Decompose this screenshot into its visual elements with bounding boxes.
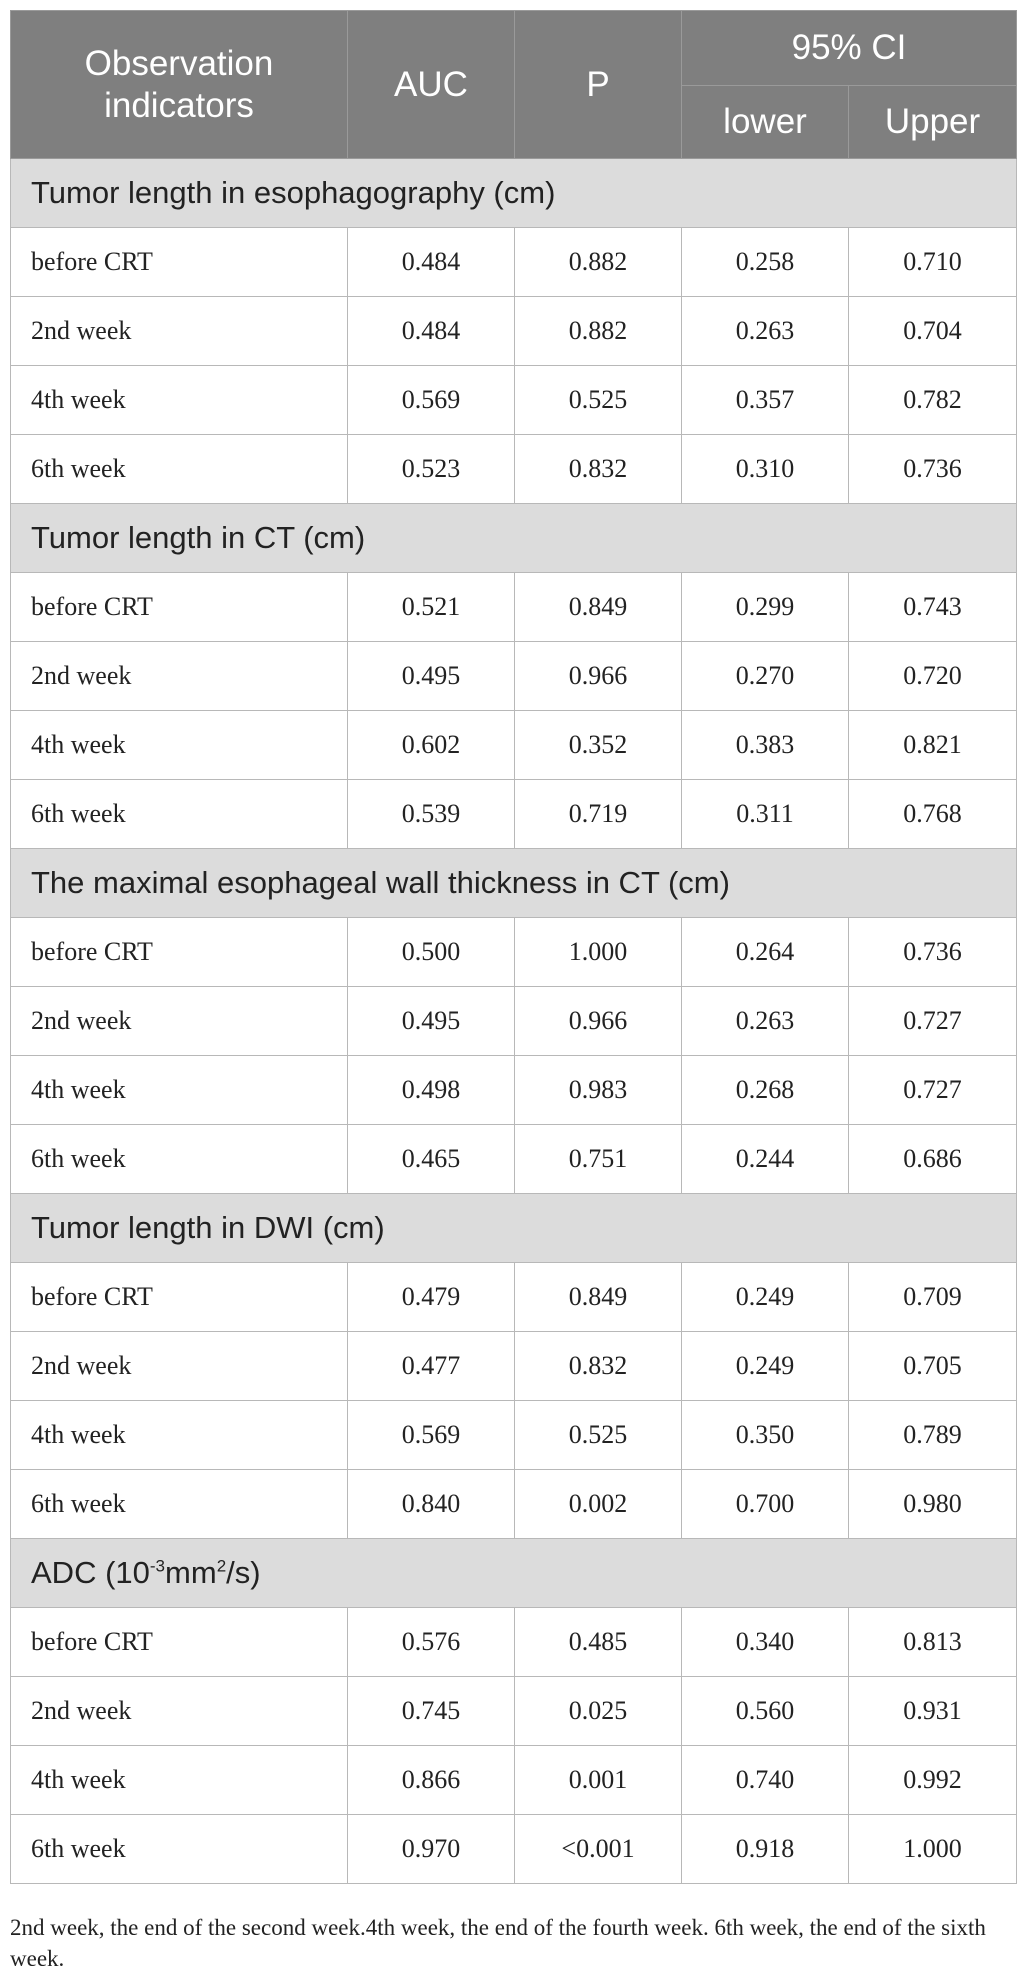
auc-value: 0.866: [348, 1746, 515, 1815]
ci-lower-value: 0.249: [682, 1332, 849, 1401]
p-value: 0.966: [515, 987, 682, 1056]
row-label: 4th week: [11, 1746, 348, 1815]
auc-value: 0.465: [348, 1125, 515, 1194]
section-title: The maximal esophageal wall thickness in CT (cm): [11, 849, 1017, 918]
row-label: 4th week: [11, 366, 348, 435]
p-value: 0.002: [515, 1470, 682, 1539]
auc-value: 0.495: [348, 987, 515, 1056]
p-value: 0.983: [515, 1056, 682, 1125]
table-row: [11, 1470, 1017, 1539]
p-value: 1.000: [515, 918, 682, 987]
auc-value: 0.970: [348, 1815, 515, 1884]
table-row: [11, 297, 1017, 366]
ci-upper-value: 0.727: [849, 987, 1017, 1056]
table-row: [11, 1815, 1017, 1884]
auc-value: 0.477: [348, 1332, 515, 1401]
ci-upper-value: 0.686: [849, 1125, 1017, 1194]
section-title: Tumor length in CT (cm): [11, 504, 1017, 573]
table-row: [11, 918, 1017, 987]
ci-lower-value: 0.264: [682, 918, 849, 987]
table-row: [11, 228, 1017, 297]
ci-lower-value: 0.918: [682, 1815, 849, 1884]
section-title: [11, 1539, 1017, 1608]
ci-upper-value: 0.789: [849, 1401, 1017, 1470]
ci-upper-value: 0.727: [849, 1056, 1017, 1125]
auc-value: 0.745: [348, 1677, 515, 1746]
ci-lower-value: 0.299: [682, 573, 849, 642]
table-row: [11, 1401, 1017, 1470]
row-label: 4th week: [11, 1056, 348, 1125]
p-value: 0.882: [515, 228, 682, 297]
row-label: 2nd week: [11, 297, 348, 366]
ci-upper-value: 0.736: [849, 918, 1017, 987]
row-label: 6th week: [11, 435, 348, 504]
ci-lower-value: 0.700: [682, 1470, 849, 1539]
ci-upper-value: 0.704: [849, 297, 1017, 366]
table-header: [11, 11, 1017, 159]
auc-value: 0.495: [348, 642, 515, 711]
row-label: 6th week: [11, 1125, 348, 1194]
p-value: 0.849: [515, 573, 682, 642]
ci-lower-value: 0.357: [682, 366, 849, 435]
auc-value: 0.498: [348, 1056, 515, 1125]
p-value: 0.719: [515, 780, 682, 849]
ci-lower-value: 0.383: [682, 711, 849, 780]
p-value: <0.001: [515, 1815, 682, 1884]
ci-lower-value: 0.350: [682, 1401, 849, 1470]
row-label: before CRT: [11, 573, 348, 642]
ci-lower-value: 0.263: [682, 297, 849, 366]
ci-upper-value: 0.736: [849, 435, 1017, 504]
ci-lower-value: 0.270: [682, 642, 849, 711]
row-label: before CRT: [11, 1608, 348, 1677]
p-value: 0.485: [515, 1608, 682, 1677]
header-p: P: [515, 11, 682, 159]
p-value: 0.525: [515, 1401, 682, 1470]
row-label: before CRT: [11, 1263, 348, 1332]
header-upper: Upper: [849, 86, 1017, 159]
auc-value: 0.569: [348, 1401, 515, 1470]
table-row: [11, 366, 1017, 435]
auc-value: 0.569: [348, 366, 515, 435]
row-label: 4th week: [11, 1401, 348, 1470]
table-row: [11, 1332, 1017, 1401]
auc-value: 0.484: [348, 228, 515, 297]
adc-title-exponent-2: 2: [216, 1556, 227, 1576]
ci-lower-value: 0.740: [682, 1746, 849, 1815]
ci-upper-value: 0.813: [849, 1608, 1017, 1677]
ci-lower-value: 0.340: [682, 1608, 849, 1677]
row-label: 6th week: [11, 1470, 348, 1539]
p-value: 0.849: [515, 1263, 682, 1332]
header-lower: lower: [682, 86, 849, 159]
auc-value: 0.479: [348, 1263, 515, 1332]
section-ct-length: [11, 504, 1017, 849]
p-value: 0.001: [515, 1746, 682, 1815]
ci-upper-value: 0.720: [849, 642, 1017, 711]
table-row: [11, 711, 1017, 780]
ci-upper-value: 0.710: [849, 228, 1017, 297]
row-label: 6th week: [11, 1815, 348, 1884]
row-label: 2nd week: [11, 1677, 348, 1746]
adc-title-exponent: -3: [149, 1556, 166, 1576]
header-95-ci: 95% CI: [682, 11, 1017, 86]
ci-upper-value: 0.931: [849, 1677, 1017, 1746]
p-value: 0.751: [515, 1125, 682, 1194]
table-row: [11, 573, 1017, 642]
ci-lower-value: 0.263: [682, 987, 849, 1056]
row-label: before CRT: [11, 228, 348, 297]
ci-upper-value: 0.768: [849, 780, 1017, 849]
ci-upper-value: 1.000: [849, 1815, 1017, 1884]
adc-title-unit: mm: [165, 1555, 217, 1590]
ci-upper-value: 0.821: [849, 711, 1017, 780]
table-row: [11, 987, 1017, 1056]
auc-value: 0.500: [348, 918, 515, 987]
ci-upper-value: 0.992: [849, 1746, 1017, 1815]
header-auc: AUC: [348, 11, 515, 159]
table-row: [11, 780, 1017, 849]
ci-upper-value: 0.782: [849, 366, 1017, 435]
table-row: [11, 1677, 1017, 1746]
auc-value: 0.523: [348, 435, 515, 504]
ci-lower-value: 0.249: [682, 1263, 849, 1332]
ci-upper-value: 0.705: [849, 1332, 1017, 1401]
auc-value: 0.521: [348, 573, 515, 642]
auc-value: 0.484: [348, 297, 515, 366]
p-value: 0.832: [515, 1332, 682, 1401]
auc-value: 0.840: [348, 1470, 515, 1539]
ci-upper-value: 0.709: [849, 1263, 1017, 1332]
ci-lower-value: 0.244: [682, 1125, 849, 1194]
auc-value: 0.602: [348, 711, 515, 780]
section-dwi-length: [11, 1194, 1017, 1539]
adc-title-suffix: /s): [226, 1555, 261, 1590]
section-title: Tumor length in DWI (cm): [11, 1194, 1017, 1263]
row-label: 2nd week: [11, 642, 348, 711]
p-value: 0.025: [515, 1677, 682, 1746]
header-observation-indicators: Observation indicators: [11, 11, 348, 159]
table-row: [11, 1125, 1017, 1194]
table-row: [11, 1746, 1017, 1815]
p-value: 0.832: [515, 435, 682, 504]
row-label: before CRT: [11, 918, 348, 987]
p-value: 0.525: [515, 366, 682, 435]
ci-upper-value: 0.743: [849, 573, 1017, 642]
p-value: 0.966: [515, 642, 682, 711]
auc-value: 0.576: [348, 1608, 515, 1677]
adc-title-prefix: ADC (10: [31, 1555, 150, 1590]
ci-lower-value: 0.560: [682, 1677, 849, 1746]
ci-lower-value: 0.311: [682, 780, 849, 849]
row-label: 2nd week: [11, 987, 348, 1056]
row-label: 6th week: [11, 780, 348, 849]
ci-lower-value: 0.258: [682, 228, 849, 297]
p-value: 0.352: [515, 711, 682, 780]
row-label: 2nd week: [11, 1332, 348, 1401]
section-adc: [11, 1539, 1017, 1884]
table-row: [11, 435, 1017, 504]
ci-lower-value: 0.268: [682, 1056, 849, 1125]
table-row: [11, 1263, 1017, 1332]
table-footnote: 2nd week, the end of the second week.4th week, the end of the fourth week. 6th week, the end of the sixth week.: [10, 1915, 986, 1971]
section-esophagography: [11, 159, 1017, 504]
ci-lower-value: 0.310: [682, 435, 849, 504]
section-wall-thickness: [11, 849, 1017, 1194]
ci-upper-value: 0.980: [849, 1470, 1017, 1539]
table-row: [11, 642, 1017, 711]
table-row: [11, 1056, 1017, 1125]
auc-value: 0.539: [348, 780, 515, 849]
row-label: 4th week: [11, 711, 348, 780]
p-value: 0.882: [515, 297, 682, 366]
results-table: [10, 10, 1017, 1884]
table-row: [11, 1608, 1017, 1677]
section-title: Tumor length in esophagography (cm): [11, 159, 1017, 228]
